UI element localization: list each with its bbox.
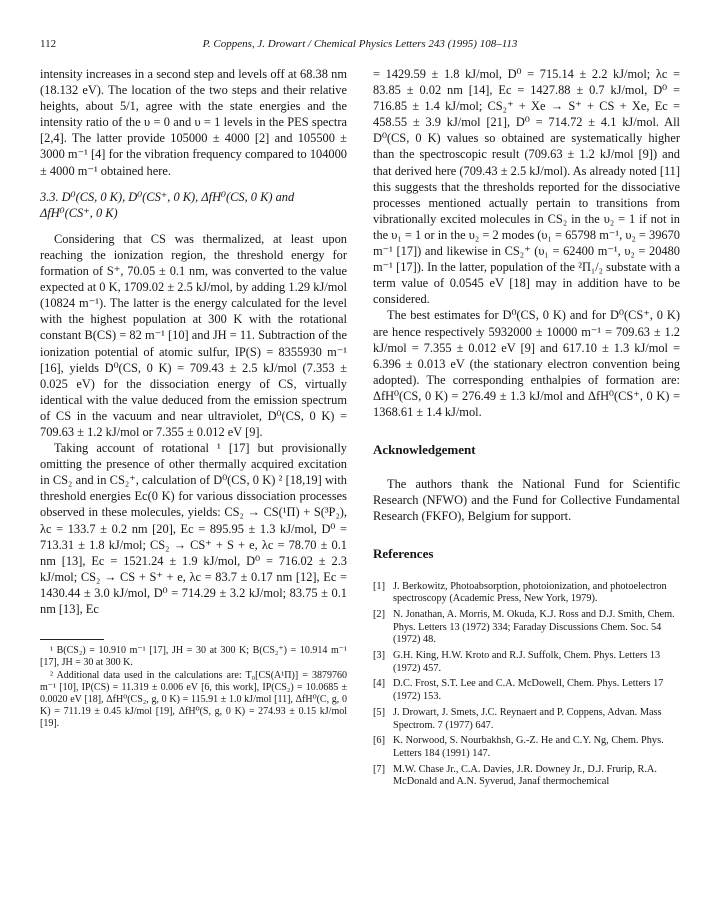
reference-item: [373, 650, 680, 675]
reference-number: [1]: [373, 580, 386, 592]
running-head-title: P. Coppens, J. Drowart / Chemical Physics Letters 243 (1995) 108–113: [202, 38, 518, 50]
reference-text: M.W. Chase Jr., C.A. Davies, J.R. Downey Jr., D.J. Frurip, R.A. McDonald and A.N. Syverud, Janaf thermochemical: [393, 763, 657, 788]
left-column: [40, 66, 347, 731]
reference-number: [4]: [373, 678, 386, 690]
reference-item: [373, 678, 680, 703]
reference-text: G.H. King, H.W. Kroto and R.J. Suffolk, Chem. Phys. Letters 13 (1972) 457.: [393, 650, 661, 674]
reference-number: [6]: [373, 735, 386, 747]
reference-list: [373, 581, 680, 790]
reference-number: [2]: [373, 608, 386, 620]
section-subheading: 3.3. D⁰(CS, 0 K), D⁰(CS⁺, 0 K), ΔfH⁰(CS, 0 K) and ΔfH⁰(CS⁺, 0 K): [40, 189, 295, 220]
reference-text: N. Jonathan, A. Morris, M. Okuda, K.J. Ross and D.J. Smith, Chem. Phys. Letters 13 (1972) 334; Faraday Discussions Chem. Soc. 54 (1972) 48.: [393, 608, 675, 646]
page-number: 112: [40, 38, 57, 50]
paragraph: Considering that CS was thermalized, at least upon reaching the ionization region, the threshold energy for formation of S⁺, 70.05 ± 0.1 nm, was converted to the value expected at 0 K, 1709.02 ± 2.5 kJ/mol, by adding 1.29 kJ/mol (10824 m⁻¹). The latter is the energy calculated for the level with the highest population at 300 K with the rotational constant B(CS) = 82 m⁻¹ [10] and JH = 11. Subtraction of the ionization potential of atomic sulfur, IP(S) = 8355930 m⁻¹ [16], yields D⁰(CS, 0 K) = 709.43 ± 2.5 kJ/mol (7.353 ± 0.025 eV) for the dissociation energy of CS, virtually identical with the value deduced from the emission spectrum of CS in the vacuum and near ultraviolet, D⁰(CS, 0 K) = 709.63 ± 1.2 kJ/mol or 7.355 ± 0.012 eV [9].: [40, 231, 347, 439]
footnotes: [40, 645, 347, 730]
reference-number: [3]: [373, 650, 386, 662]
reference-item: [373, 764, 680, 789]
footnote-2: ² Additional data used in the calculations are: T₀[CS(A¹Π)] = 3879760 m⁻¹ [10], IP(CS) = 11.319 ± 0.006 eV [6, this work], IP(CS₂) = 10.0685 ± 0.0020 eV [18], ΔfH⁰(CS₂, g, 0 K) = 115.91 ± 1.0 kJ/mol [11], ΔfH⁰(C, g, 0 K) = 711.19 ± 0.45 kJ/mol [19], ΔfH⁰(S, g, 0 K) = 274.93 ± 0.15 kJ/mol [19].: [40, 669, 347, 730]
acknowledgement-heading: Acknowledgement: [373, 442, 476, 458]
footnote-rule: [40, 639, 104, 640]
acknowledgement-text: The authors thank the National Fund for Scientific Research (NFWO) and the Fund for Collective Fundamental Research (FKFO), Belgium for support.: [373, 477, 680, 524]
reference-item: [373, 609, 680, 647]
right-column: [373, 66, 680, 792]
references-heading: References: [373, 546, 434, 562]
reference-item: [373, 581, 680, 606]
reference-number: [5]: [373, 706, 386, 718]
footnote-1: ¹ B(CS₂) = 10.910 m⁻¹ [17], JH = 30 at 300 K; B(CS₂⁺) = 10.914 m⁻¹ [17], JH = 30 at 300 K.: [40, 645, 347, 669]
reference-text: D.C. Frost, S.T. Lee and C.A. McDowell, Chem. Phys. Letters 17 (1972) 153.: [393, 678, 664, 703]
reference-item: [373, 735, 680, 760]
paragraph: intensity increases in a second step and levels off at 68.38 nm (18.132 eV). The location of the two steps and their relative heights, about 5/1, agree with the state energies and the intensity ratio of the υ = 0 and υ = 1 levels in the PES spectra [2,4]. The latter provide 105000 ± 4000 [2] and 105500 ± 3000 m⁻¹ [4] for the vibration frequency compared to 104000 ± 4000 m⁻¹ obtained here.: [40, 67, 347, 178]
reference-text: K. Norwood, S. Nourbakhsh, G.-Z. He and C.Y. Ng, Chem. Phys. Letters 184 (1991) 147.: [393, 735, 664, 759]
reference-text: J. Berkowitz, Photoabsorption, photoionization, and photoelectron spectroscopy (Academic Press, New York, 1979).: [393, 580, 667, 605]
paragraph: = 1429.59 ± 1.8 kJ/mol, D⁰ = 715.14 ± 2.2 kJ/mol; λc = 83.85 ± 0.02 nm [14], Ec = 1427.88 ± 0.7 kJ/mol, D⁰ = 716.85 ± 1.4 kJ/mol; CS₂⁺ + Xe → S⁺ + CS + Xe, Ec = 458.55 ± 3.9 kJ/mol [21], D⁰ = 714.72 ± 4.1 kJ/mol. All D⁰(CS, 0 K) values so obtained are systematically higher than the spectroscopic result (709.63 ± 1.2 kJ/mol [9]) and that derived here (709.43 ± 2.5 kJ/mol). As already noted [11] this suggests that the thresholds reported for the dissociative processes mentioned actually pertain to transitions from vibrationally excited molecules in CS₂ in the υ₂ = 1 if not in the υ₁ = 1 or in the υ₂ = 2 modes (υ₁ = 65798 m⁻¹, υ₂ = 39670 m⁻¹ [17]) and likewise in CS₂⁺ (υ₁ = 62400 m⁻¹, υ₂ = 20480 m⁻¹ [17]). In the latter, population of the ²Π₁/₂ substate with a term value of 0.0545 eV [18] may in addition have to be considered.: [373, 67, 680, 307]
reference-text: J. Drowart, J. Smets, J.C. Reynaert and P. Coppens, Advan. Mass Spectrom. 7 (1977) 647.: [393, 706, 662, 731]
paragraph: Taking account of rotational ¹ [17] but provisionally omitting the presence of other thermally acquired excitation in CS₂ and in CS₂⁺, calculation of D⁰(CS, 0 K) ² [18,19] with threshold energies Ec(0 K) for various dissociation processes observed in these molecules, yields: CS₂ → CS(¹Π) + S(³P₂), λc = 133.7 ± 0.2 nm [20], Ec = 895.95 ± 1.3 kJ/mol, D⁰ = 713.31 ± 1.8 kJ/mol; CS₂ → CS⁺ + S + e, λc = 78.70 ± 0.1 nm [13], Ec = 1521.24 ± 1.9 kJ/mol, D⁰ = 716.02 ± 2.3 kJ/mol; CS₂ → CS + S⁺ + e, λc = 83.7 ± 0.17 nm [12], Ec = 1430.44 ± 3.0 kJ/mol, D⁰ = 714.29 ± 3.2 kJ/mol; 83.75 ± 0.1 nm [13], Ec: [40, 441, 347, 616]
paragraph: The best estimates for D⁰(CS, 0 K) and for D⁰(CS⁺, 0 K) are hence respectively 5932000 ± 10000 m⁻¹ = 709.63 ± 1.2 kJ/mol = 7.355 ± 0.012 eV [9] and 617.10 ± 1.3 kJ/mol = 6.396 ± 0.013 eV (the stationary electron convention being adopted). The corresponding enthalpies of formation are: ΔfH⁰(CS, 0 K) = 276.49 ± 1.3 kJ/mol and ΔfH⁰(CS⁺, 0 K) = 1368.61 ± 1.4 kJ/mol.: [373, 308, 680, 419]
reference-number: [7]: [373, 763, 386, 775]
reference-item: [373, 707, 680, 732]
